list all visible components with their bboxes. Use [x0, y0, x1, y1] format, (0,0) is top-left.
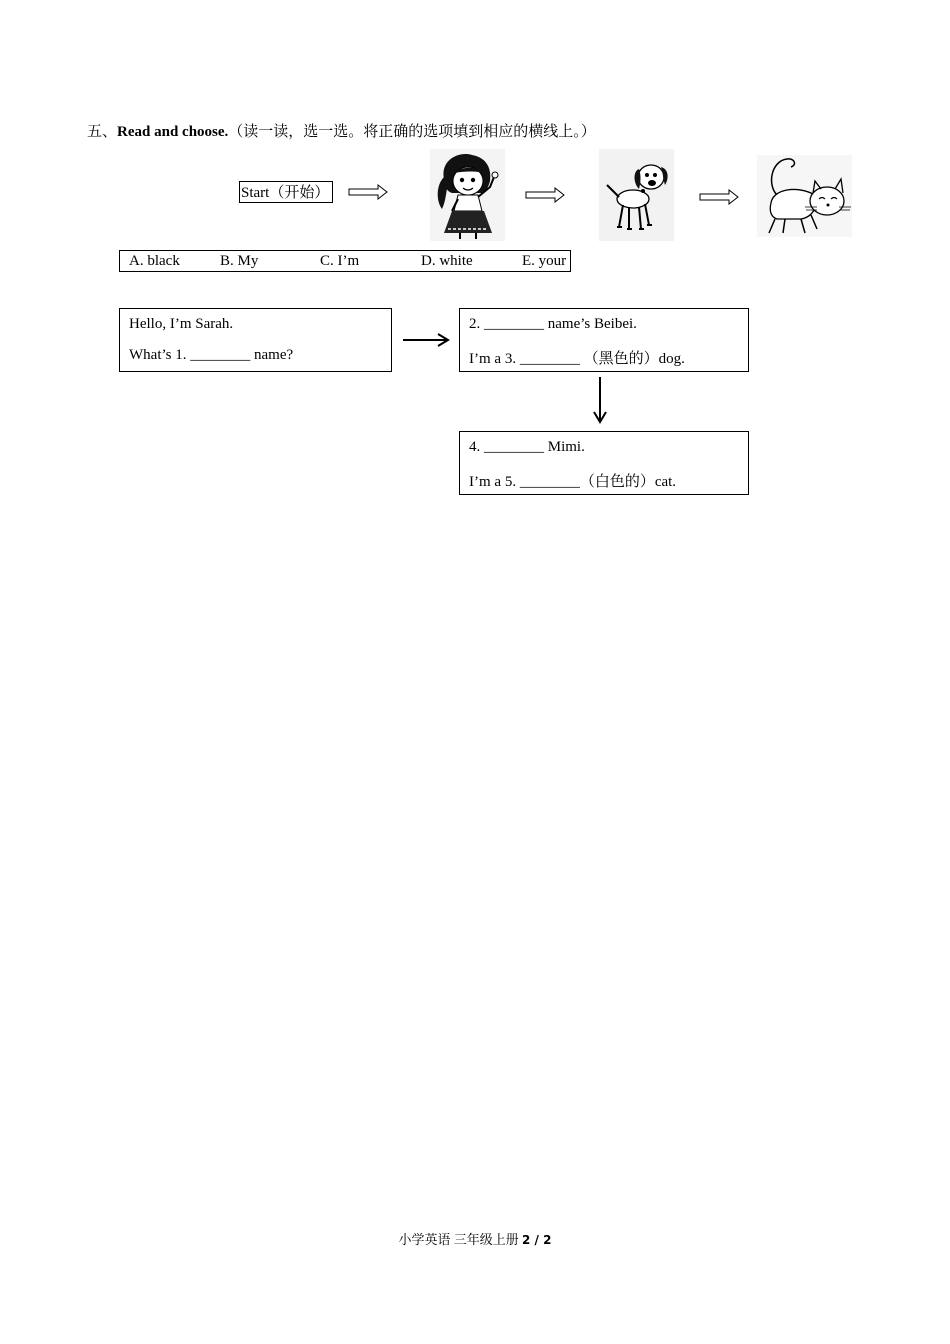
section-instruction: （读一读，选一选。将正确的选项填到相应的横线上。）: [228, 124, 596, 140]
option-a: A. black: [129, 253, 180, 269]
hollow-arrow-2: [525, 187, 565, 203]
option-b: B. My: [220, 253, 259, 269]
dialogue-box-beibei: [459, 308, 749, 372]
right-arrow: [402, 333, 450, 347]
page-footer: [0, 1229, 950, 1248]
dialogue-line: 4. ________ Mimi.: [469, 439, 585, 455]
dialogue-line: I’m a 3. ________ （黑色的）dog.: [469, 351, 685, 367]
dialogue-line: Hello, I’m Sarah.: [129, 316, 234, 332]
hollow-arrow-3: [699, 189, 739, 205]
cat-mimi-image: [757, 155, 852, 237]
dialogue-box-mimi: [459, 431, 749, 495]
down-arrow: [593, 376, 607, 424]
dialogue-box-sarah: [119, 308, 392, 372]
option-c: C. I’m: [320, 253, 360, 269]
section-title: Read and choose.: [117, 124, 229, 140]
start-label: Start（开始）: [239, 181, 333, 203]
page-number: 2 / 2: [522, 1233, 552, 1247]
section-number: 五、: [87, 124, 118, 140]
dialogue-line: 2. ________ name’s Beibei.: [469, 316, 637, 332]
options-box: [119, 250, 571, 272]
option-e: E. your: [522, 253, 567, 269]
footer-text: 小学英语 三年级上册: [398, 1232, 523, 1247]
section-heading: [87, 120, 596, 141]
dialogue-line: I’m a 5. ________（白色的）cat.: [469, 474, 677, 490]
girl-sarah-image: [430, 149, 505, 241]
dialogue-line: What’s 1. ________ name?: [129, 347, 294, 363]
option-d: D. white: [421, 253, 473, 269]
dog-beibei-image: [599, 149, 674, 241]
hollow-arrow-1: [348, 184, 388, 200]
